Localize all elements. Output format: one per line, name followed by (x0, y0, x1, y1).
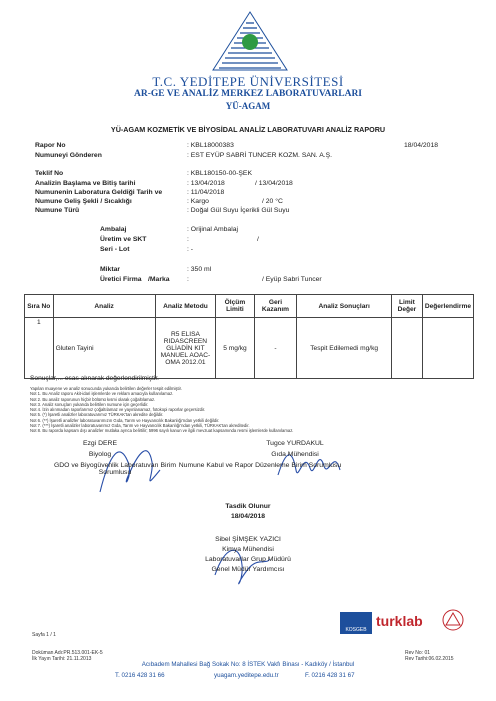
col-no: Sıra No (25, 295, 54, 318)
cell-analysis: Gluten Tayini (53, 318, 155, 379)
brand-label: /Marka (148, 276, 170, 283)
university-logo (205, 8, 295, 78)
report-date: 18/04/2018 (404, 142, 439, 149)
kosgeb-text: KOSGEB (345, 627, 367, 633)
report-no: : KBL18000383 (187, 142, 234, 149)
website-link[interactable]: yuagam.yeditepe.edu.tr (214, 672, 279, 679)
col-method: Analiz Metodu (155, 295, 216, 318)
results-table (24, 294, 474, 379)
footnote: Not 7. (***) İşaretli analizler laboratuvarımız Gıda, Tarım ve Hayvancılık Bakanlığı'ndan yetkili, TÜRKAK'tan akreditedir. (30, 423, 250, 429)
col-analysis: Analiz (53, 295, 155, 318)
footnote: Yapılan muayene ve analiz sonucunda yukarıda belirtilen değerler tespit edilmiştir. (30, 386, 182, 391)
footnote: Not 4. İzin alınmadan raporlarımız çoğaltılamaz ve yayınlanamaz, fotokopi raporlar geçersizdir. (30, 407, 206, 413)
amount: : 350 ml (187, 266, 212, 273)
report-title: YÜ-AGAM KOZMETİK VE BİYOSİDAL ANALİZ LABORATUVARI ANALİZ RAPORU (110, 125, 386, 134)
offer-label: Teklif No (35, 170, 64, 177)
footnote: Not 8. Bu raporda kapsam dışı analizler mutlaka ayrıca belirtilir; 5996 sayılı kanun ve ilgili mevzuat kapsamında resmi işlemlerde kullanılamaz. (30, 428, 294, 434)
phone: T. 0216 428 31 66 (115, 672, 165, 679)
turklab-logo: turklab (376, 613, 423, 629)
maker-label: Üretici Firma (100, 276, 142, 283)
sender: : EST EYÜP SABRİ TUNCER KOZM. SAN. A.Ş. (187, 152, 333, 159)
shipping-label: Numune Geliş Şekli / Sıcaklığı (35, 198, 132, 205)
lot-label: Seri - Lot (100, 246, 130, 253)
footnote: Not 3. Analiz sonuçları yukarıda belirtilen numune için geçerlidir. (30, 401, 149, 407)
table-row (25, 318, 474, 379)
approval-title: Tasdik Olunur (225, 503, 271, 510)
right-signer-role: Numune Kabul ve Rapor Düzenleme Birim Sorumlusu (178, 462, 342, 469)
cell-limit: 5 mg/kg (216, 318, 255, 379)
university-name: T.C. YEDİTEPE ÜNİVERSİTESİ (152, 74, 344, 89)
col-recovery: Geri Kazanım (254, 295, 297, 318)
address: Acıbadem Mahallesi Bağ Sokak No: 8 İSTEK Vakfı Binası - Kadıköy / İstanbul (141, 661, 355, 668)
maker: : (187, 276, 189, 283)
left-signer-role: GDO ve Biyogüvenlik Laboratuvarı Birim Sorumlusu (53, 462, 176, 476)
kosgeb-logo (340, 612, 372, 634)
package-label: Ambalaj (100, 226, 127, 233)
col-limit: Ölçüm Limiti (216, 295, 255, 318)
amount-label: Miktar (100, 266, 121, 273)
table-header-row (25, 295, 474, 318)
dates-label: Analizin Başlama ve Bitiş tarihi (35, 180, 136, 187)
document-name: Doküman Adı:PR.513.001-EK-5 (32, 650, 103, 656)
footnote: Not 5. (*) İşaretli analizler laboratuvarımız TÜRKAK'tan akredite değildir. (30, 412, 164, 418)
approval-date: 18/04/2018 (230, 513, 266, 520)
cell-recovery: - (254, 318, 297, 379)
fax: F. 0216 428 31 67 (305, 672, 355, 679)
cell-no: 1 (25, 318, 54, 379)
end-date: / 13/04/2018 (255, 180, 293, 187)
lot: : - (187, 246, 194, 253)
right-signer-title: Gıda Mühendisi (271, 451, 319, 458)
report-no-label: Rapor No (35, 142, 66, 149)
offer-no: : KBL180150-00-ŞEK (187, 170, 252, 177)
page-number: Sayfa 1 / 1 (32, 632, 56, 638)
arrival-label: Numunenin Laboratura Geldiği Tarih ve (35, 189, 163, 196)
director-title: Kimya Mühendisi (222, 546, 274, 553)
col-evaluation: Değerlendirme (422, 295, 473, 318)
cell-evaluation (422, 318, 473, 379)
right-signer-name: Tugce YURDAKUL (266, 440, 324, 447)
left-signer-title: Biyolog (88, 451, 112, 458)
col-result: Analiz Sonuçları (297, 295, 392, 318)
start-date: : 13/04/2018 (187, 180, 225, 187)
type-label: Numune Türü (35, 207, 80, 214)
footnote: Not 1. Bu Analiz raporu Akit-idari işlemlerde ve reklam amacıyla kullanılamaz. (30, 391, 174, 397)
footnote: Not 2. Bu analiz raporunun hiçbir bölümü kısmi olarak çoğaltılamaz. (30, 396, 156, 402)
center-short: YÜ-AGAM (225, 101, 271, 111)
certification-stamp-icon (440, 608, 466, 632)
footnotes (30, 386, 470, 434)
results-note: Sonuçlar,... esas alınarak değerlendirilmiştir. (30, 375, 160, 382)
shipping: : Kargo (187, 198, 209, 205)
revision-date: Rev Tarihi:06.02.2015 (405, 656, 454, 662)
sample-type: : Doğal Gül Suyu İçerikli Gül Suyu (187, 207, 290, 214)
arrival-date: : 11/04/2018 (187, 189, 225, 196)
production-sep: / (257, 236, 259, 243)
production-label: Üretim ve SKT (100, 236, 147, 243)
director-name: Sibel ŞİMŞEK YAZICI (215, 536, 281, 543)
left-signer-name: Ezgi DERE (83, 440, 117, 447)
sender-label: Numuneyi Gönderen (35, 152, 102, 159)
cell-method: R5 ELISA RIDASCREEN GLİADİN KIT MANUEL AOAC-OMA 2012.01 (155, 318, 216, 379)
temperature: / 20 °C (262, 198, 283, 205)
director-role-2: Genel Müdür Yardımcısı (211, 566, 285, 573)
footnote: Not 6. (**) İşaretli analizler laboratuvarımızın Gıda, Tarım ve Hayvancılık Bakanlığı'ndan yetkili değildir. (30, 417, 220, 423)
col-limit-value: Limit Değer (392, 295, 423, 318)
package: : Orijinal Ambalaj (187, 226, 238, 233)
cell-limit-value (392, 318, 423, 379)
director-role-1: Laboratuvarlar Grup Müdürü (205, 556, 291, 563)
production: : (187, 236, 189, 243)
revision-no: Rev No: 01 (405, 650, 431, 656)
brand: / Eyüp Sabri Tuncer (262, 276, 322, 283)
cell-result: Tespit Edilemedi mg/kg (297, 318, 392, 379)
first-release-date: İlk Yayın Tarihi: 21.11.2013 (32, 656, 92, 662)
center-name: AR-GE VE ANALİZ MERKEZ LABORATUVARLARI (133, 89, 363, 99)
